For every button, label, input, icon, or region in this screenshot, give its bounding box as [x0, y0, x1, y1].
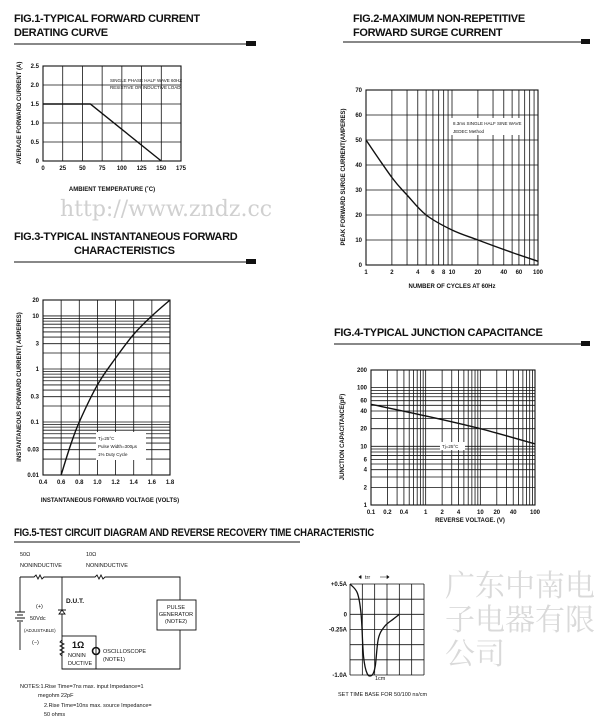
fig2-legend-line2: JEDEC Method: [453, 129, 485, 134]
fig3-legend-line3: 1% Duty Cycle: [98, 452, 128, 457]
y-tick-label: 1: [35, 366, 39, 373]
x-tick-label: 2: [440, 510, 444, 516]
y-tick-label: 3: [35, 341, 39, 348]
fig1-ylabel: AVERAGE FORWARD CURRENT (A): [17, 61, 23, 165]
watermark-url: http://www.zndz.cc: [60, 197, 273, 222]
note-2-cont: 50 ohms: [44, 712, 66, 718]
y-tick-label: 200: [356, 368, 367, 374]
pulse-line2: GENERATOR: [158, 612, 194, 618]
y-tick-label: 20: [360, 426, 367, 433]
x-tick-label: 4: [456, 510, 461, 516]
x-tick-label: 2: [390, 270, 394, 276]
note-2: 2.Rise Time=10ns max. source Impedance=: [44, 703, 152, 709]
fig1-title-line2: DERATING CURVE: [14, 27, 108, 39]
y-tick-label: 1.5: [30, 102, 39, 108]
x-tick-label: 1.6: [147, 480, 157, 486]
y-tick-label: +0.5A: [330, 582, 347, 588]
y-tick-label: -0.25A: [328, 627, 347, 634]
x-tick-label: 10: [448, 270, 456, 276]
y-tick-label: 0.3: [30, 394, 39, 401]
y-tick-label: 50: [355, 138, 362, 144]
y-tick-label: 0.03: [27, 447, 39, 454]
y-tick-label: 0: [358, 263, 362, 269]
y-tick-label: 0.01: [27, 473, 39, 479]
y-tick-label: 2: [363, 485, 367, 492]
y-tick-label: 40: [355, 163, 362, 169]
y-tick-label: 20: [32, 298, 39, 304]
fig3-title-line1: FIG.3-TYPICAL INSTANTANEOUS FORWARD: [14, 231, 238, 243]
y-tick-label: 0.5: [30, 140, 39, 146]
pulse-line3: (NOTE2): [165, 619, 187, 625]
battery-icon: [15, 612, 25, 621]
fig5-timebase-label: SET TIME BASE FOR 50/100 ns/cm: [338, 692, 428, 698]
r2-value: 10Ω: [86, 552, 97, 558]
fig3-legend-line2: Pulse Width=300μs: [98, 444, 137, 449]
x-tick-label: 0.4: [399, 510, 409, 516]
x-tick-label: 8: [441, 270, 446, 276]
fig1-legend-line2: RESISTIVE OR INDUCTIVE LOAD: [110, 85, 181, 90]
x-tick-label: 125: [136, 166, 147, 172]
watermark-company: 广东中南电子电器有限公司: [445, 569, 595, 672]
x-tick-label: 75: [98, 166, 106, 172]
y-tick-label: 60: [360, 398, 367, 405]
source-plus: (+): [36, 604, 43, 610]
fig2-title-line1: FIG.2-MAXIMUM NON-REPETITIVE: [353, 13, 525, 25]
x-tick-label: 0.8: [75, 480, 84, 486]
fig2-rule-marker: [581, 39, 590, 44]
data-curve: [371, 404, 535, 444]
scope-note: (NOTE1): [103, 657, 125, 663]
fig1-title-line1: FIG.1-TYPICAL FORWARD CURRENT: [14, 13, 200, 25]
x-tick-label: 100: [116, 166, 127, 172]
fig2-chart: [355, 88, 543, 276]
x-tick-label: 6: [431, 270, 435, 276]
x-tick-label: 1: [423, 510, 428, 516]
x-tick-label: 1: [364, 270, 368, 276]
y-tick-label: 1.0: [30, 121, 39, 127]
x-tick-label: 40: [509, 510, 517, 516]
x-tick-label: 1.2: [111, 480, 120, 486]
x-tick-label: 0.2: [383, 510, 392, 516]
y-tick-label: 2.0: [30, 83, 39, 89]
fig4-ylabel: JUNCTION CAPACITANCE(pF): [340, 393, 346, 481]
x-tick-label: 25: [59, 166, 67, 172]
r3-type-line1: NONIN: [68, 653, 86, 659]
fig4-rule-marker: [581, 341, 590, 346]
fig5-title: FIG.5-TEST CIRCUIT DIAGRAM AND REVERSE RECOVERY TIME CHARACTERISTIC: [14, 527, 375, 539]
y-tick-label: 60: [355, 113, 362, 119]
x-tick-label: 50: [79, 166, 86, 172]
dut-label: D.U.T.: [66, 598, 85, 605]
source-minus: (−): [32, 640, 39, 646]
y-tick-label: 0: [343, 612, 347, 619]
x-tick-label: 10: [476, 510, 484, 516]
diode-icon: [58, 577, 66, 636]
r3-value: 1Ω: [72, 640, 85, 650]
x-tick-label: 1.8: [165, 480, 175, 486]
trr-arrows: [359, 576, 389, 579]
scope-label: OSCILLOSCOPE: [103, 649, 147, 655]
y-tick-label: 10: [360, 444, 367, 451]
pulse-line1: PULSE: [166, 605, 186, 611]
y-tick-label: 4: [363, 467, 367, 474]
source-adjustable: (ADJUSTABLE): [24, 628, 56, 633]
y-tick-label: 2.5: [30, 64, 39, 70]
x-tick-label: 1.4: [129, 480, 138, 486]
x-tick-label: 20: [493, 510, 501, 516]
x-tick-label: 0.1: [366, 510, 376, 516]
x-tick-label: 100: [532, 270, 544, 276]
fig1-xlabel: AMBIENT TEMPERATURE (˚C): [68, 187, 156, 193]
fig3-legend-line1: Tj=25°C: [98, 436, 115, 441]
circuit-top-wire: [20, 575, 180, 600]
y-tick-label: 40: [360, 409, 367, 416]
fig3-ylabel: INSTANTANEOUS FORWARD CURRENT( AMPERES): [17, 312, 23, 462]
fig4-xlabel: REVERSE VOLTAGE. (V): [435, 518, 505, 524]
y-tick-label: 10: [355, 238, 362, 244]
x-tick-label: 150: [156, 166, 167, 172]
r2-type: NONINDUCTIVE: [86, 563, 128, 569]
y-tick-label: 100: [356, 385, 367, 392]
r1-type: NONINDUCTIVE: [20, 563, 62, 569]
fig2-xlabel: NUMBER OF CYCLES AT 60Hz: [408, 284, 496, 290]
fig3-xlabel: INSTANTANEOUS FORWARD VOLTAGE (VOLTS): [40, 498, 180, 504]
y-tick-label: 0.1: [30, 419, 39, 426]
fig2-ylabel: PEAK FORWARD SURGE CURRENT(AMPERES): [341, 108, 347, 246]
fig1-legend-line1: SINGLE PHASE HALF WAVE 60HZ: [110, 78, 183, 83]
fig3-title-line2: CHARACTERISTICS: [74, 245, 175, 257]
fig2-title-line2: FORWARD SURGE CURRENT: [353, 27, 503, 39]
trr-annotation: trr: [365, 575, 371, 581]
x-tick-label: 0.4: [38, 480, 48, 486]
x-tick-label: 0: [41, 166, 45, 172]
note-1: NOTES:1.Rise Time=7ns max. input Impedance=1: [20, 684, 144, 690]
fig2-legend-line1: 8.3ms SINGLE HALF SINE WAVE: [453, 121, 522, 126]
x-tick-label: 4: [416, 270, 420, 276]
fig1-rule-marker: [246, 41, 256, 46]
r3-type-line2: DUCTIVE: [68, 661, 93, 667]
note-1-cont: megohm 22pF: [38, 693, 74, 699]
x-tick-label: 40: [500, 270, 508, 276]
x-tick-label: 20: [474, 270, 482, 276]
x-tick-label: 60: [515, 270, 523, 276]
y-tick-label: 0: [35, 159, 39, 165]
y-tick-label: 20: [355, 213, 362, 219]
one-cm-annotation: 1cm: [375, 676, 386, 682]
x-tick-label: 100: [529, 510, 541, 516]
x-tick-label: 0.6: [56, 480, 66, 486]
x-tick-label: 1.0: [93, 480, 102, 486]
y-tick-label: 6: [363, 457, 367, 464]
reverse-recovery-waveform: [329, 582, 424, 679]
source-voltage: 50Vdc: [30, 616, 46, 622]
fig4-legend: Tj=25°C: [442, 444, 459, 449]
r1-value: 50Ω: [20, 552, 31, 558]
y-tick-label: 10: [32, 313, 39, 320]
y-tick-label: -1.0A: [332, 673, 347, 679]
x-tick-label: 175: [175, 166, 187, 172]
y-tick-label: 1: [363, 503, 367, 509]
fig4-title: FIG.4-TYPICAL JUNCTION CAPACITANCE: [334, 327, 543, 339]
y-tick-label: 30: [355, 188, 362, 194]
y-tick-label: 70: [355, 88, 362, 94]
fig3-rule-marker: [246, 259, 256, 264]
